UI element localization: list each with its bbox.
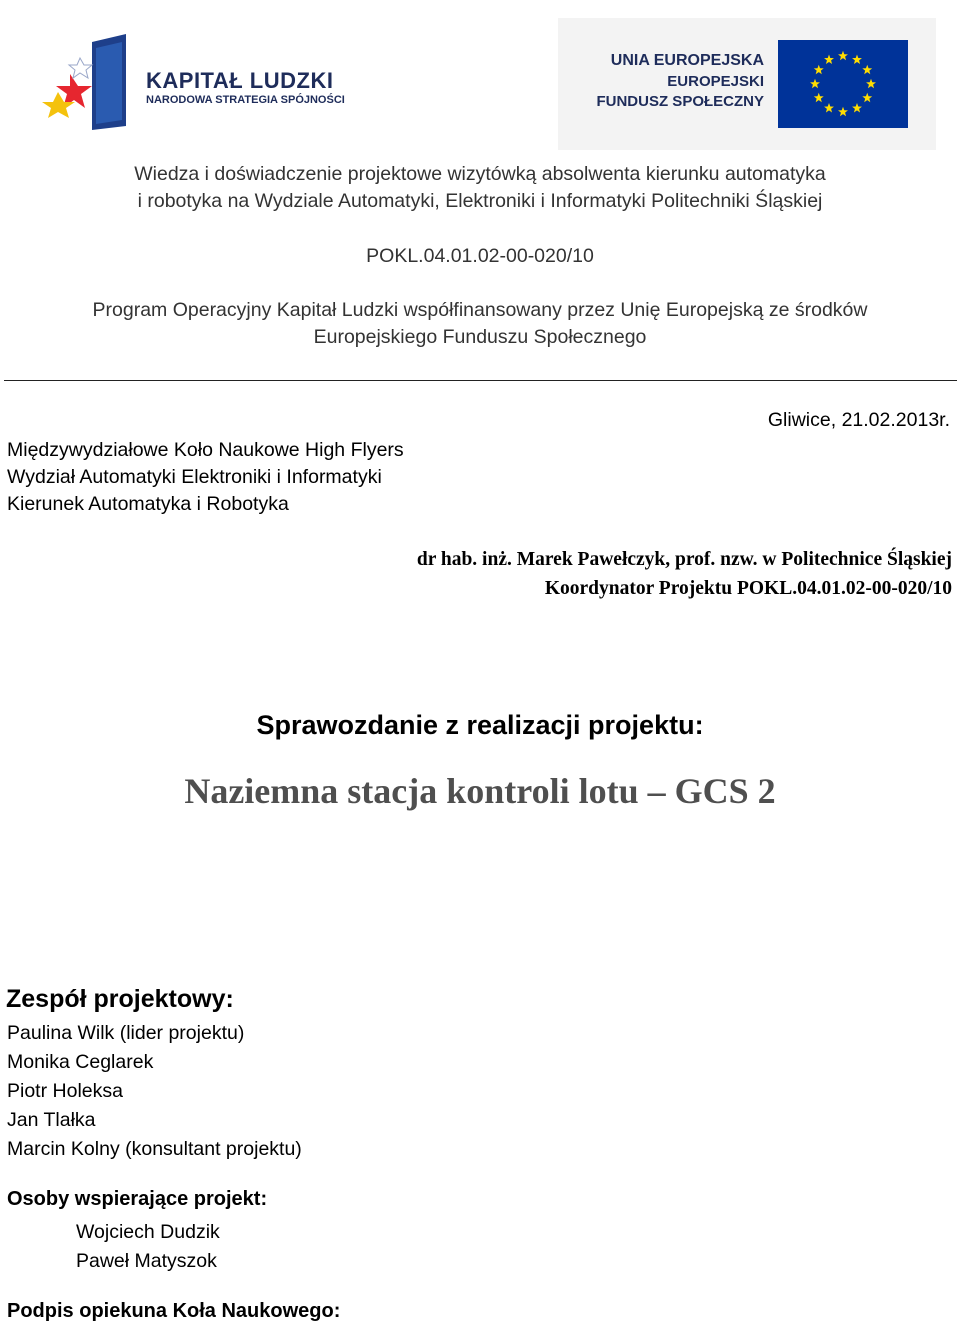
coordinator-role: Koordynator Projektu POKL.04.01.02-00-020/10 bbox=[544, 578, 952, 599]
project-title bbox=[0, 161, 960, 215]
list-item: Monika Ceglarek bbox=[7, 1051, 154, 1073]
eu-logo-line2: EUROPEJSKI bbox=[667, 73, 764, 90]
list-item: Paweł Matyszok bbox=[76, 1250, 217, 1272]
list-item: Wojciech Dudzik bbox=[76, 1221, 220, 1243]
eu-logo-line1: UNIA EUROPEJSKA bbox=[610, 52, 764, 69]
kapital-ludzki-logo bbox=[30, 30, 370, 140]
program-info-line2: Europejskiego Funduszu Społecznego bbox=[313, 326, 647, 348]
divider-line bbox=[4, 380, 957, 381]
list-item: Jan Tlałka bbox=[7, 1109, 96, 1131]
affiliation-club: Międzywydziałowe Koło Naukowe High Flyers bbox=[7, 439, 404, 461]
project-code: POKL.04.01.02-00-020/10 bbox=[366, 245, 594, 267]
coordinator-name: dr hab. inż. Marek Pawełczyk, prof. nzw. w Politechnice Śląskiej bbox=[416, 549, 952, 570]
list-item: Paulina Wilk (lider projektu) bbox=[7, 1022, 245, 1044]
affiliation-block bbox=[7, 437, 404, 518]
program-info bbox=[0, 297, 960, 351]
kapital-ludzki-subtitle: NARODOWA STRATEGIA SPÓJNOŚCI bbox=[146, 94, 345, 106]
list-item: Marcin Kolny (konsultant projektu) bbox=[7, 1138, 302, 1160]
document-date: Gliwice, 21.02.2013r. bbox=[767, 409, 950, 431]
list-item: Piotr Holeksa bbox=[7, 1080, 123, 1102]
report-heading: Sprawozdanie z realizacji projektu: bbox=[256, 710, 704, 740]
eu-logo-line3: FUNDUSZ SPOŁECZNY bbox=[596, 93, 764, 110]
program-info-line1: Program Operacyjny Kapitał Ludzki współfinansowany przez Unię Europejską ze środków bbox=[92, 299, 868, 321]
kapital-ludzki-emblem-icon bbox=[30, 30, 140, 140]
coordinator-block bbox=[417, 545, 952, 603]
signature-heading: Podpis opiekuna Koła Naukowego: bbox=[7, 1300, 341, 1322]
project-title-line2: i robotyka na Wydziale Automatyki, Elektroniki i Informatyki Politechniki Śląskiej bbox=[137, 190, 823, 212]
team-list bbox=[7, 1019, 302, 1164]
supporters-list bbox=[76, 1218, 220, 1276]
affiliation-field: Kierunek Automatyka i Robotyka bbox=[7, 493, 289, 515]
team-heading: Zespół projektowy: bbox=[6, 985, 234, 1013]
affiliation-faculty: Wydział Automatyki Elektroniki i Informatyki bbox=[7, 466, 382, 488]
eu-logo bbox=[558, 18, 936, 150]
kapital-ludzki-title: KAPITAŁ LUDZKI bbox=[146, 68, 334, 93]
project-name-title: Naziemna stacja kontroli lotu – GCS 2 bbox=[184, 771, 776, 811]
project-title-line1: Wiedza i doświadczenie projektowe wizytówką absolwenta kierunku automatyka bbox=[134, 163, 826, 185]
eu-flag-icon bbox=[778, 40, 908, 128]
supporters-heading: Osoby wspierające projekt: bbox=[7, 1188, 268, 1210]
